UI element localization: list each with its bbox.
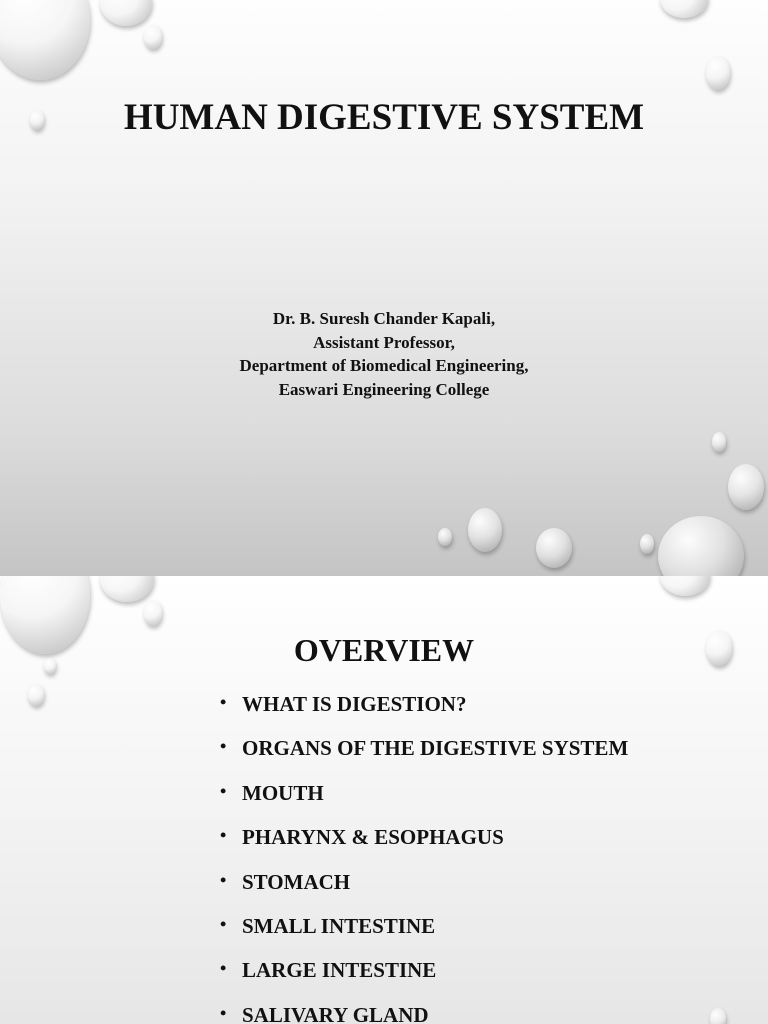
author-info <box>0 307 768 401</box>
water-drop-decoration <box>100 0 152 26</box>
author-name: Dr. B. Suresh Chander Kapali, <box>272 309 496 328</box>
list-item: • MOUTH <box>220 780 324 805</box>
bullet-icon: • <box>220 958 227 979</box>
water-drop-decoration <box>728 464 764 510</box>
water-drop-decoration <box>144 600 162 626</box>
list-item: • WHAT IS DIGESTION? <box>220 692 467 716</box>
water-drop-decoration <box>712 432 726 452</box>
list-item: • ORGANS OF THE DIGESTIVE SYSTEM <box>220 736 629 761</box>
list-item: • PHARYNX & ESOPHAGUS <box>220 825 504 850</box>
water-drop-decoration <box>100 576 154 602</box>
bullet-icon: • <box>220 1002 227 1023</box>
bullet-icon: • <box>220 780 227 801</box>
bullet-icon: • <box>220 736 227 757</box>
list-item: • SALIVARY GLAND <box>220 1002 429 1024</box>
bullet-icon: • <box>220 869 227 890</box>
bullet-icon: • <box>220 692 227 712</box>
bullet-icon: • <box>220 913 227 934</box>
water-drop-decoration <box>0 0 90 80</box>
bullet-icon: • <box>220 825 227 846</box>
slide-title: HUMAN DIGESTIVE SYSTEM <box>123 97 645 138</box>
water-drop-decoration <box>438 528 452 546</box>
water-drop-decoration <box>468 508 502 552</box>
list-item: • STOMACH <box>220 869 351 894</box>
water-drop-decoration <box>660 576 710 596</box>
water-drop-decoration <box>536 528 572 568</box>
water-drop-decoration <box>660 0 708 18</box>
water-drop-decoration <box>658 516 744 576</box>
water-drop-decoration <box>706 56 730 90</box>
author-department: Department of Biomedical Engineering, <box>239 356 529 375</box>
water-drop-decoration <box>144 25 162 49</box>
author-position: Assistant Professor, <box>313 332 455 352</box>
water-drop-decoration <box>28 684 44 706</box>
water-drop-decoration <box>710 1008 726 1024</box>
water-drop-decoration <box>640 534 654 554</box>
overview-slide <box>0 576 768 1024</box>
slide-title: OVERVIEW <box>293 632 475 668</box>
list-item: • LARGE INTESTINE <box>220 958 437 983</box>
overview-list <box>220 692 628 1024</box>
author-college: Easwari Engineering College <box>278 379 490 399</box>
list-item: • SMALL INTESTINE <box>220 913 436 938</box>
